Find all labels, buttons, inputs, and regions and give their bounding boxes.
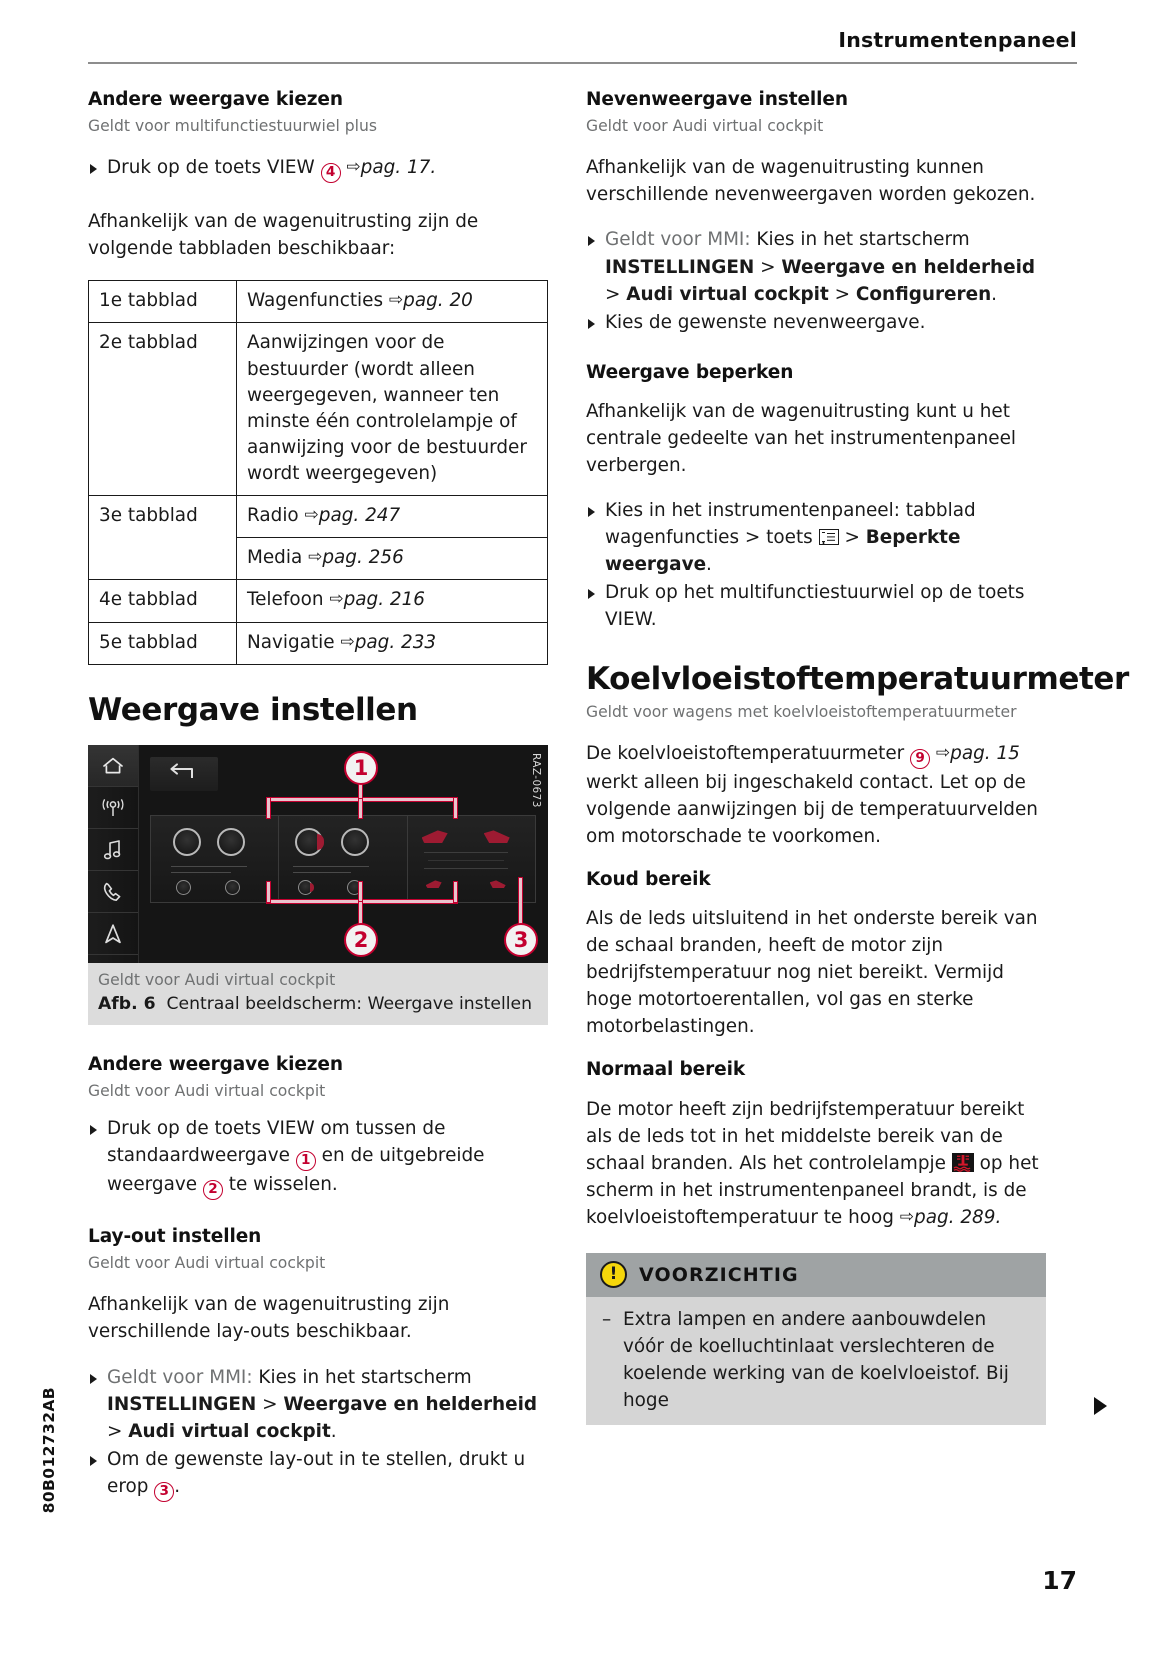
- menu-path-3: Audi virtual cockpit: [626, 283, 829, 305]
- reference-arrow-icon: ⇨: [340, 631, 355, 652]
- step-text-pre: Druk op de toets VIEW om tussen de standaardweergave: [107, 1118, 446, 1167]
- image-code-label: RAZ-0673: [530, 753, 542, 809]
- dial-small-right: [225, 880, 240, 895]
- paragraph-normaal-bereik: [586, 1096, 1046, 1231]
- sidebar-item-home[interactable]: [88, 745, 138, 787]
- paragraph-koud-bereik: Als de leds uitsluitend in het onderste bereik van de schaal branden, heeft de motor zijn bedrijfstemperatuur nog niet bereikt. Vermijd hoge motortoerentallen, vol gas en sterke motorbelastingen.: [586, 908, 1038, 1038]
- page-reference: pag. 17.: [360, 157, 437, 179]
- list-item: [586, 497, 1046, 578]
- callout-ref-3: 3: [154, 1482, 174, 1502]
- media-note-icon: [103, 839, 123, 861]
- layout-option-standard[interactable]: [151, 816, 279, 902]
- divider-line: [171, 866, 247, 867]
- para-pre: De motor heeft zijn bedrijfstemperatuur bereikt als de leds tot in het middelste bereik van de schaal branden. Als het controlelampje: [586, 1098, 1025, 1174]
- cell-text: Telefoon: [247, 589, 324, 611]
- page-reference: pag. 15: [950, 743, 1020, 765]
- callout-line-2-right: [453, 881, 458, 903]
- table-cell-key: 5e tabblad: [89, 622, 237, 664]
- dial-red-highlight: [317, 834, 324, 850]
- home-icon: [102, 756, 124, 776]
- table-cell-value: [237, 538, 548, 580]
- layout-options-row: [150, 815, 536, 903]
- step-text: Kies in het startscherm: [756, 229, 970, 251]
- callout-ref-1: 1: [296, 1151, 316, 1171]
- header-divider: [88, 62, 1077, 64]
- document-number: 80B012732AB: [40, 1386, 58, 1513]
- chapter-heading-weergave-instellen: Weergave instellen: [88, 691, 418, 728]
- divider-line: [293, 866, 369, 867]
- navigation-icon: [103, 923, 123, 945]
- phone-icon: [102, 881, 124, 903]
- left-column: [88, 88, 548, 1503]
- applies-inline-prefix: Geldt voor MMI:: [107, 1366, 253, 1388]
- separator: >: [844, 526, 860, 548]
- intro-post: werkt alleen bij ingeschakeld contact. Let op de volgende aanwijzingen bij de temperatuurvelden om motorschade te voorkomen.: [586, 771, 1038, 848]
- step-text-pre: Kies in het instrumentenpaneel: tabblad wagenfuncties > toets: [605, 499, 976, 548]
- paragraph-layouts: Afhankelijk van de wagenuitrusting zijn verschillende lay-outs beschikbaar.: [88, 1294, 450, 1343]
- paragraph-weergave-beperken: Afhankelijk van de wagenuitrusting kunt u het centrale gedeelte van het instrumentenpaneel verbergen.: [586, 400, 1017, 476]
- reference-arrow-icon: ⇨: [935, 743, 951, 764]
- list-item: Druk op het multifunctiestuurwiel op de toets VIEW.: [586, 579, 1046, 633]
- section-heading-andere-weergave-kiezen-mfsw: Andere weergave kiezen: [88, 89, 343, 110]
- figure-caption-text: Centraal beeldscherm: Weergave instellen: [166, 993, 532, 1014]
- section-heading-koud-bereik: Koud bereik: [586, 869, 711, 891]
- cell-text: Wagenfuncties: [247, 290, 384, 312]
- callout-ref-9: 9: [910, 749, 930, 769]
- table-row: [89, 496, 548, 538]
- step-list-layout: [88, 1364, 548, 1502]
- reference-arrow-icon: ⇨: [329, 589, 344, 610]
- dial-large-left: [173, 828, 201, 856]
- list-item: Geldt voor MMI: Kies in het startscherm INSTELLINGEN > Weergave en helderheid > Audi virtual cockpit.: [88, 1364, 548, 1445]
- layout-option-extended[interactable]: [279, 816, 407, 902]
- callout-line-2-mid: [358, 881, 363, 903]
- applies-note: Geldt voor multifunctiestuurwiel plus: [88, 117, 378, 136]
- menu-path-1: INSTELLINGEN: [107, 1393, 257, 1415]
- para-post: op het scherm in het instrumentenpaneel brandt, is de koelvloeistoftemperatuur te hoog: [586, 1152, 1039, 1228]
- list-item: Kies de gewenste nevenweergave.: [586, 309, 1046, 336]
- chapter-applies-note: Geldt voor wagens met koelvloeistoftemperatuurmeter: [586, 702, 1017, 721]
- page-number: 17: [1042, 1566, 1077, 1595]
- step-text-end: .: [706, 554, 712, 576]
- callout-ref-2: 2: [203, 1180, 223, 1200]
- mmi-sidebar: [88, 745, 139, 963]
- page-reference: pag. 216: [343, 589, 426, 611]
- cell-text: Navigatie: [247, 631, 335, 653]
- applies-note: Geldt voor Audi virtual cockpit: [586, 117, 824, 136]
- callout-line-1-left: [266, 797, 271, 819]
- divider-line: [171, 872, 231, 873]
- sidebar-item-radio[interactable]: [88, 787, 138, 829]
- list-item: – Extra lampen en andere aanbouwdelen vóór de koelluchtinlaat verslechteren de koelende werking van de koelvloeistof. Bij hoge: [602, 1306, 1030, 1414]
- section-heading-layout-instellen: Lay-out instellen: [88, 1226, 262, 1248]
- sidebar-item-phone[interactable]: [88, 871, 138, 913]
- menu-path-1: INSTELLINGEN: [605, 256, 755, 278]
- section-heading-andere-weergave-kiezen-avc: Andere weergave kiezen: [88, 1054, 343, 1075]
- table-cell-key: 2e tabblad: [89, 323, 237, 496]
- caution-label: VOORZICHTIG: [639, 1263, 799, 1286]
- applies-note: Geldt voor Audi virtual cockpit: [88, 1082, 326, 1101]
- step-text: Druk op de toets VIEW: [107, 157, 315, 179]
- back-button[interactable]: [150, 757, 218, 791]
- table-cell-value: [237, 580, 548, 622]
- figure-caption: [88, 963, 548, 1025]
- table-cell-value: [237, 622, 548, 664]
- sidebar-item-media[interactable]: [88, 829, 138, 871]
- cell-text: Radio: [247, 505, 299, 527]
- table-cell-key: 1e tabblad: [89, 281, 237, 323]
- step-text: Kies in het startscherm: [258, 1366, 472, 1388]
- sport-gauge-left: [422, 830, 448, 843]
- list-item: [88, 154, 548, 183]
- divider-line: [293, 872, 351, 873]
- table-cell-value: [237, 281, 548, 323]
- figure-label: Afb. 6: [98, 993, 156, 1014]
- tabbladen-table: [88, 280, 548, 664]
- menu-path-3: Audi virtual cockpit: [128, 1420, 331, 1442]
- callout-bubble-3: 3: [504, 923, 538, 957]
- page-reference: pag. 289.: [914, 1206, 1002, 1228]
- paragraph-koelvloeistof-intro: [586, 740, 1046, 850]
- layout-option-sport[interactable]: [408, 816, 535, 902]
- reference-arrow-icon: ⇨: [304, 505, 319, 526]
- divider-line: [424, 852, 508, 853]
- callout-bubble-2: 2: [344, 923, 378, 957]
- table-row: [89, 622, 548, 664]
- menu-path-4: Configureren: [855, 283, 992, 305]
- menu-item-bold: Beperkte weergave: [605, 526, 961, 576]
- radio-icon: [101, 798, 125, 818]
- applies-inline-prefix: Geldt voor MMI:: [605, 229, 751, 251]
- warning-exclamation-icon: !: [600, 1261, 627, 1288]
- callout-line-3-stem: [518, 877, 523, 929]
- applies-note: Geldt voor Audi virtual cockpit: [88, 1254, 326, 1273]
- table-cell-value: [237, 496, 548, 538]
- list-item: Geldt voor MMI: Kies in het startscherm INSTELLINGEN > Weergave en helderheid > Audi virtual cockpit > Configureren.: [586, 226, 1046, 307]
- sport-gauge-right: [484, 830, 510, 843]
- step-list-nevenweergave: [586, 226, 1046, 335]
- sport-gauge-small-right: [490, 880, 506, 888]
- table-cell-value: Aanwijzingen voor de bestuurder (wordt alleen weergegeven, wanneer ten minste één controlelampje of aanwijzing voor de bestuurder wordt weergegeven): [237, 323, 548, 496]
- page-reference: pag. 233: [354, 631, 437, 653]
- list-item: [88, 1115, 548, 1200]
- caution-body: [586, 1297, 1046, 1425]
- step-list-view-button: [88, 154, 548, 183]
- mmi-screen-illustration: [88, 745, 548, 963]
- section-heading-weergave-beperken: Weergave beperken: [586, 361, 794, 383]
- coolant-temperature-warning-icon: [952, 1153, 974, 1172]
- menu-path-2: Weergave en helderheid: [283, 1393, 538, 1415]
- mmi-list-icon: [819, 529, 839, 545]
- page-reference: pag. 256: [322, 547, 404, 569]
- callout-line-1-mid: [358, 797, 363, 819]
- table-row: [89, 323, 548, 496]
- intro-pre: De koelvloeistoftemperatuurmeter: [586, 743, 905, 765]
- divider-line: [428, 860, 504, 861]
- triangle-right-icon: [1094, 1397, 1107, 1415]
- reference-arrow-icon: ⇨: [308, 547, 323, 568]
- back-arrow-icon: [168, 762, 200, 786]
- paragraph-tabbladen-intro: Afhankelijk van de wagenuitrusting zijn de volgende tabbladen beschikbaar:: [88, 211, 479, 260]
- menu-path-2: Weergave en helderheid: [781, 256, 1036, 278]
- reference-arrow-icon: ⇨: [388, 290, 404, 311]
- right-column: [586, 88, 1129, 1425]
- dial-large-right: [217, 828, 245, 856]
- list-item: [88, 1446, 548, 1502]
- header-title: Instrumentenpaneel: [838, 28, 1077, 52]
- callout-line-2-left: [266, 881, 271, 903]
- caution-item-list: [602, 1306, 1030, 1414]
- caution-box: [586, 1253, 1046, 1425]
- dial-small-left: [176, 880, 191, 895]
- paragraph-nevenweergaven: Afhankelijk van de wagenuitrusting kunnen verschillende nevenweergaven worden gekozen.: [586, 157, 1036, 206]
- page-reference: pag. 247: [318, 505, 401, 527]
- section-heading-nevenweergave-instellen: Nevenweergave instellen: [586, 89, 848, 110]
- page-reference: pag. 20: [403, 290, 473, 312]
- reference-arrow-icon: ⇨: [346, 157, 361, 178]
- sidebar-item-navigation[interactable]: [88, 913, 138, 955]
- sport-gauge-small-left: [426, 880, 442, 888]
- callout-ref-4: 4: [321, 163, 341, 183]
- reference-arrow-icon: ⇨: [899, 1206, 915, 1227]
- callout-line-1-right: [453, 797, 458, 819]
- figure-caption-line: [98, 993, 538, 1015]
- table-cell-key: 3e tabblad: [89, 496, 237, 580]
- callout-bubble-1: 1: [344, 751, 378, 785]
- caution-header: [586, 1253, 1046, 1297]
- step-text-mid: en de uitgebreide weergave: [107, 1145, 485, 1196]
- dial-red-highlight-small: [310, 883, 314, 892]
- figure-applies-note: Geldt voor Audi virtual cockpit: [98, 971, 336, 990]
- cell-text: Media: [247, 547, 303, 569]
- step-list-weergave-beperken: [586, 497, 1046, 633]
- table-row: [89, 281, 548, 323]
- table-cell-key: 4e tabblad: [89, 580, 237, 622]
- step-text: Om de gewenste lay-out in te stellen, drukt u erop: [107, 1448, 526, 1497]
- step-text-end: .: [174, 1475, 181, 1497]
- chapter-heading-koelvloeistoftemperatuurmeter: Koelvloeistoftemperatuurmeter: [586, 661, 1129, 698]
- figure-6: [88, 745, 548, 1025]
- section-heading-normaal-bereik: Normaal bereik: [586, 1059, 746, 1081]
- step-text-end: te wisselen.: [228, 1174, 338, 1196]
- table-row: [89, 580, 548, 622]
- divider-line: [424, 868, 508, 869]
- step-list-standaard-uitgebreid: [88, 1115, 548, 1200]
- dial-large-right: [341, 828, 369, 856]
